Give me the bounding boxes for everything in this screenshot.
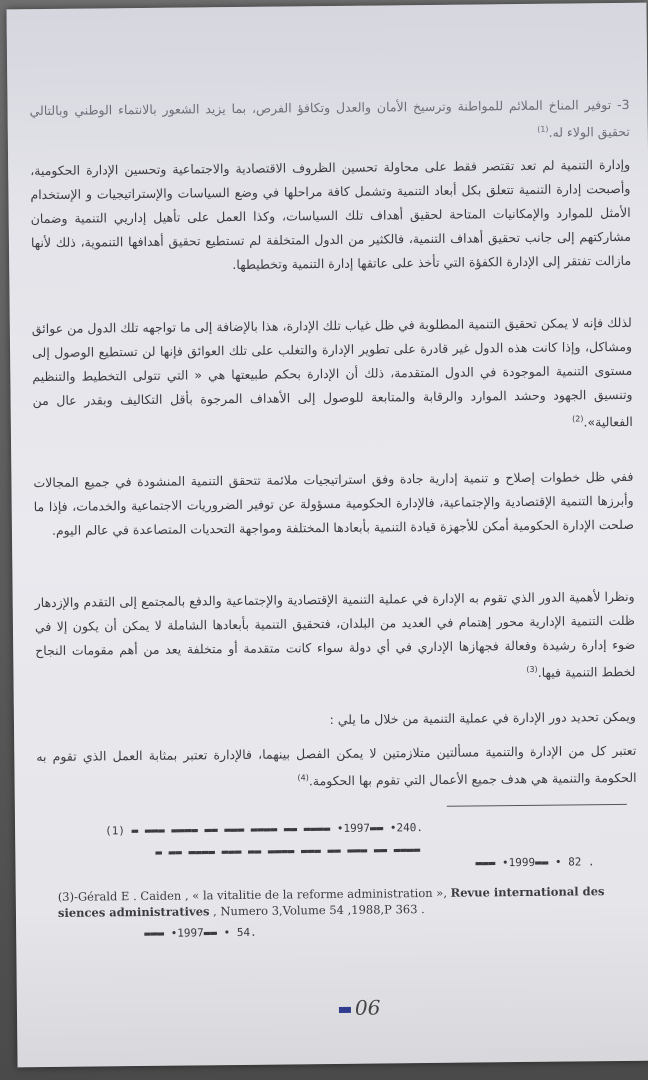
footnote-2: ▬▬▬ •1999▬▬ • 82 . — [475, 855, 595, 870]
paragraph-3-text: لذلك فإنه لا يمكن تحقيق التنمية المطلوبة في ظل غياب تلك الإدارة، هذا بالإضافة إلى ما تواجهه تلك الدول من عوائق ومشاكل، وإذا كانت هذه الدول غير قادرة على تطوير الإدارة والتغلب على تلك العوائق فإنها لن تستطيع الوصول إلى مستوى التنمية الموجودة في الدول المتقدمة، ذلك أن الإدارة بحكم طبيعتها هي « التي تتولى التخطيط والتنظيم وتنسيق الجهود وحشد الموارد والرقابة والمتابعة للوصول إلى الأهداف المرجوة بأقل التكاليف وبقدر عال من الفعالية». — [31, 314, 633, 430]
footnote-1-continued: ▬ ▬▬ ▬▬▬▬ ▬▬▬ ▬▬ ▬▬▬▬ ▬▬▬ ▬▬ ▬▬▬ ▬▬ ▬▬▬▬ — [155, 843, 421, 859]
paragraph-1 — [29, 93, 630, 150]
page-number — [339, 995, 399, 1020]
paragraph-5-text: ونظرا لأهمية الدور الذي تقوم به الإدارة في عملية التنمية الإقتصادية والإجتماعية والدفع بالمجتمع إلى التقدم والإزدهار ظلت التنمية الإدارية محور إهتمام في العديد من البلدان، فتحقيق التنمية بأبعادها الشاملة لا يمكن أن يكون إلا في ضوء إدارة رشيدة وفعالة فجهازها الإداري في أي دولة سواء كانت متقدمة أو متخلفة يعد من أهم مقومات النجاح لخطط التنمية فيها. — [34, 588, 636, 681]
paragraph-7 — [36, 739, 637, 796]
ink-mark — [339, 1006, 351, 1012]
footnote-4: ▬▬▬ •1997▬▬ • 54. — [144, 925, 257, 940]
footnote-3-journal: Revue international des siences administratives — [57, 884, 605, 920]
paragraph-2: وإدارة التنمية لم تعد تقتصر فقط على محاولة تحسين الظروف الاقتصادية والاجتماعية وتحسين الإدارة الحكومية، وأصبحت إدارة التنمية تتعلق بكل أبعاد التنمية وتشمل كافة مراحلها في وضع السياسات والإستراتيجيات و الإستخدام الأمثل للموارد والإمكانيات المتاحة لحقيق أهداف تلك السياسات، وكذا العمل على تأهيل إداريي التنمية وضمان مشاركتهم إلى جانب تحقيق أهداف التنمية، فالكثير من الدول المتخلفة لم تستطيع تحقيق أهدافها التنموية، ذلك لأنها مازالت تفتقر إلى الإدارة الكفؤة التي تأخذ على عاتقها إدارة التنمية وتخطيطها. — [30, 156, 632, 273]
footnote-separator — [447, 804, 627, 807]
paragraph-6: ويمكن تحديد دور الإدارة في عملية التنمية من خلال ما يلي : — [329, 708, 636, 728]
footnote-ref-4: (4) — [297, 773, 309, 783]
footnote-3-details: , Numero 3,Volume 54 ,1988,P 363 . — [209, 902, 425, 919]
document-page — [6, 3, 648, 1068]
page-number-text: 06 — [354, 995, 381, 1020]
paragraph-1-text: 3- توفير المناخ الملائم للمواطنة وترسيخ الأمان والعدل وتكافؤ الفرص، بما يزيد الشعور بالانتماء الوطني وبالتالي تحقيق الولاء له. — [29, 96, 630, 140]
footnote-ref-2: (2) — [572, 414, 584, 424]
footnote-ref-1: (1) — [537, 124, 549, 134]
footnote-ref-3: (3) — [526, 664, 538, 674]
footnote-3 — [58, 883, 638, 921]
paragraph-3 — [32, 311, 633, 440]
footnote-3-author: (3)-Gérald E . Caiden , « la vitalitie de la reforme administration », — [57, 885, 451, 904]
paragraph-4: ففي ظل خطوات إصلاح و تنمية إدارية جادة وفق استراتيجيات ملائمة تتحقق التنمية المنشودة في جميع المجالات وأبرزها التنمية الإقتصادية والإجتماعية، فالإدارة الحكومية مسؤولة عن توفير الضروريات الاجتماعية والخدمات، فإذا ما صلحت الإدارة الحكومية أمكن للأجهزة قيادة التنمية بأبعادها المختلفة ومواجهة التحديات المتصاعدة في عالم اليوم. — [33, 468, 634, 538]
paragraph-7-text: تعتبر كل من الإدارة والتنمية مسألتين متلازمتين لا يمكن الفصل بينهما، فالإدارة تعتبر بمثابة العمل الذي تقوم به الحكومة والتنمية هي هدف جميع الأعمال التي تقوم بها الحكومة. — [36, 742, 637, 789]
paragraph-5 — [35, 585, 636, 690]
footnote-1: (1) ▬ ▬▬▬ ▬▬▬▬ ▬▬ ▬▬▬ ▬▬▬▬ ▬▬ ▬▬▬▬ •1997▬▬ •240. — [105, 821, 424, 838]
